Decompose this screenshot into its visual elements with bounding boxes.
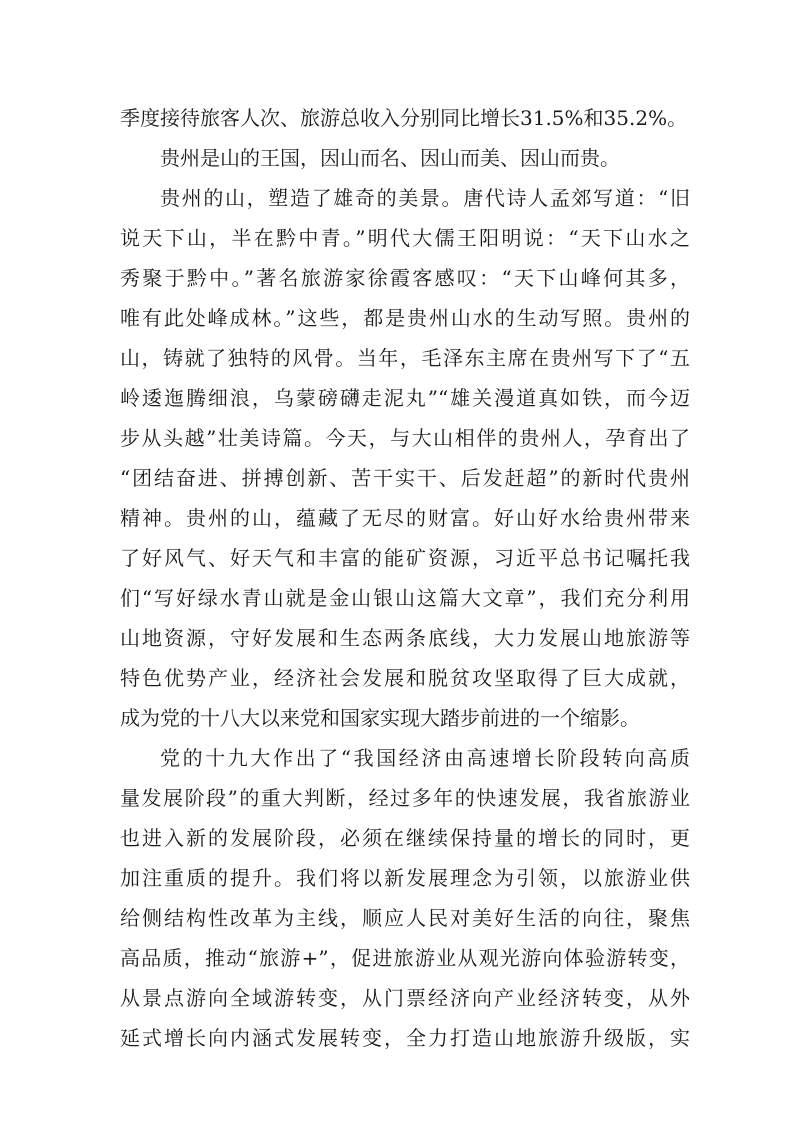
text-line: 步从头越”壮美诗篇。今天，与大山相伴的贵州人，孕育出了 xyxy=(120,426,690,450)
text-line: 也进入新的发展阶段，必须在继续保持量的增长的同时，更 xyxy=(120,826,690,850)
text-line: 延式增长向内涵式发展转变，全力打造山地旅游升级版，实 xyxy=(120,1026,690,1050)
text-line: 山，铸就了独特的风骨。当年，毛泽东主席在贵州写下了“五 xyxy=(120,346,690,370)
text-line: 岭逶迤腾细浪，乌蒙磅礴走泥丸”“雄关漫道真如铁，而今迈 xyxy=(120,386,690,410)
text-line: 贵州的山，塑造了雄奇的美景。唐代诗人孟郊写道：“旧 xyxy=(160,186,690,210)
text-line: 们“写好绿水青山就是金山银山这篇大文章”，我们充分利用 xyxy=(120,586,690,610)
text-line: 山地资源，守好发展和生态两条底线，大力发展山地旅游等 xyxy=(120,626,690,650)
text-line: 说天下山，半在黔中青。”明代大儒王阳明说：“天下山水之 xyxy=(120,226,690,250)
body-text xyxy=(120,98,690,1058)
text-line: 加注重质的提升。我们将以新发展理念为引领，以旅游业供 xyxy=(120,866,690,890)
text-line: 量发展阶段”的重大判断，经过多年的快速发展，我省旅游业 xyxy=(120,786,690,810)
text-line: 高品质，推动“旅游+”，促进旅游业从观光游向体验游转变， xyxy=(120,946,690,970)
text-line: 了好风气、好天气和丰富的能矿资源，习近平总书记嘱托我 xyxy=(120,546,690,570)
text-line: 贵州是山的王国，因山而名、因山而美、因山而贵。 xyxy=(160,146,620,170)
text-line: 特色优势产业，经济社会发展和脱贫攻坚取得了巨大成就， xyxy=(120,666,690,690)
text-line: 唯有此处峰成林。”这些，都是贵州山水的生动写照。贵州的 xyxy=(120,306,690,330)
text-line: 季度接待旅客人次、旅游总收入分别同比增长31.5%和35.2%。 xyxy=(120,106,688,130)
text-line: 秀聚于黔中。”著名旅游家徐霞客感叹：“天下山峰何其多， xyxy=(120,266,690,290)
text-line: “团结奋进、拼搏创新、苦干实干、后发赶超”的新时代贵州 xyxy=(120,466,690,490)
text-line: 精神。贵州的山，蕴藏了无尽的财富。好山好水给贵州带来 xyxy=(120,506,690,530)
text-line: 党的十九大作出了“我国经济由高速增长阶段转向高质 xyxy=(160,746,690,770)
text-line: 成为党的十八大以来党和国家实现大踏步前进的一个缩影。 xyxy=(120,706,640,730)
text-line: 给侧结构性改革为主线，顺应人民对美好生活的向往，聚焦 xyxy=(120,906,690,930)
text-line: 从景点游向全域游转变，从门票经济向产业经济转变，从外 xyxy=(120,986,690,1010)
